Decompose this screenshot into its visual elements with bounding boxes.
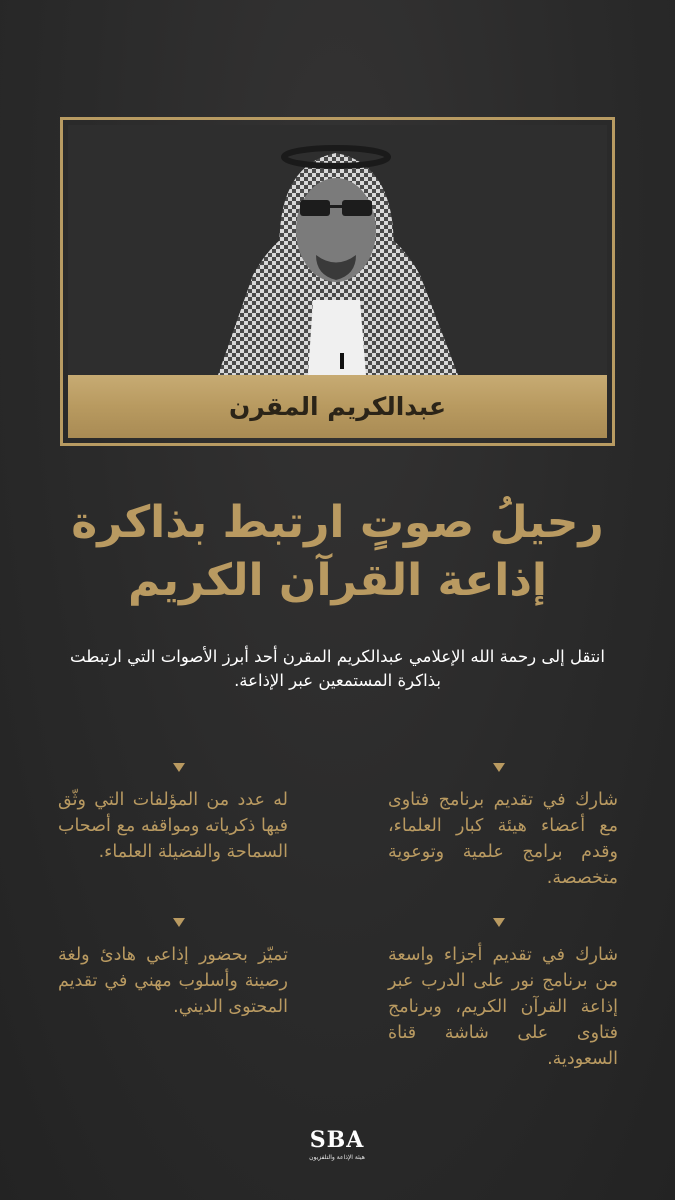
headline-line-1: رحيلُ صوتٍ ارتبط بذاكرة (71, 497, 604, 548)
fact-item: له عدد من المؤلفات التي وثّق فيها ذكرياته ومواقفه مع أصحاب السماحة والفضيلة العلماء. (58, 790, 288, 862)
sba-logo (297, 1127, 377, 1161)
arrow-down-icon (173, 763, 185, 772)
fact-item: شارك في تقديم برنامج فتاوى مع أعضاء هيئة كبار العلماء، وقدم برامج علمية وتوعوية متخصصة. (388, 790, 618, 888)
arrow-down-icon (493, 918, 505, 927)
logo-mark: SBA (309, 1127, 365, 1153)
portrait-panel (68, 125, 607, 375)
fact-item: شارك في تقديم أجزاء واسعة من برنامج نور على الدرب عبر إذاعة القرآن الكريم، وبرنامج فتاوى على شاشة قناة السعودية. (388, 945, 618, 1069)
person-name: عبدالكريم المقرن (228, 392, 447, 421)
name-banner (68, 375, 607, 438)
fact-item: تميّز بحضور إذاعي هادئ ولغة رصينة وأسلوب مهني في تقديم المحتوى الديني. (58, 945, 288, 1017)
intro-paragraph: انتقل إلى رحمة الله الإعلامي عبدالكريم المقرن أحد أبرز الأصوات التي ارتبطت بذاكرة المستمعين عبر الإذاعة. (70, 647, 605, 690)
portrait-photo (68, 125, 607, 375)
arrow-down-icon (493, 763, 505, 772)
headline (40, 494, 635, 610)
arrow-down-icon (173, 918, 185, 927)
headline-line-2: إذاعة القرآن الكريم (128, 555, 547, 606)
logo-subtitle: هيئة الإذاعة والتلفزيون (309, 1154, 365, 1161)
